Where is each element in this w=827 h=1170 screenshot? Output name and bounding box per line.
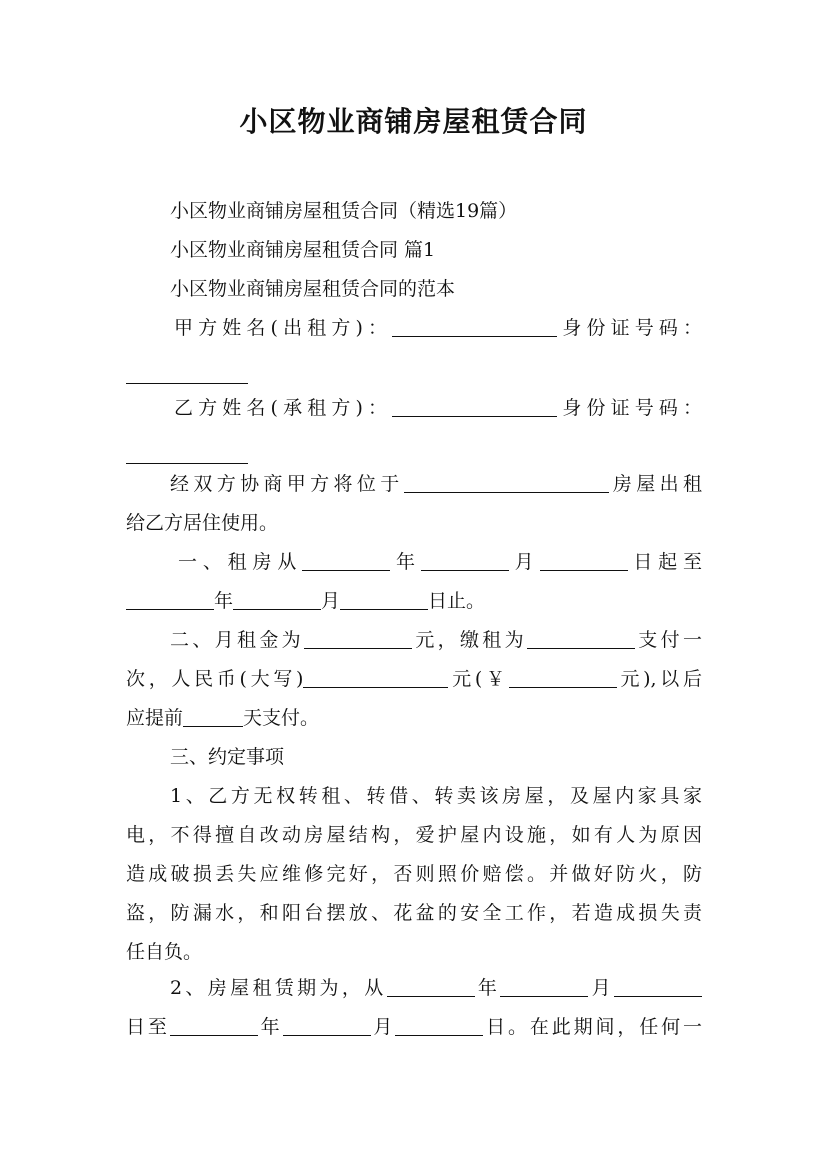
- item-2-end-year: 年: [257, 1016, 283, 1038]
- clause-1-day-from: 日起至: [627, 551, 702, 573]
- clause-1-end-month-blank: [233, 589, 321, 610]
- clause-2-rmb-words-blank: [303, 667, 448, 688]
- clause-3-title: 三、约定事项: [170, 746, 285, 768]
- party-b-id-label: 身份证号码：: [557, 397, 702, 419]
- item-2-month: 月: [588, 977, 614, 999]
- clause-1-end-year: 年: [214, 590, 234, 612]
- subtitle-line: 小区物业商铺房屋租赁合同（精选19篇）: [170, 200, 518, 222]
- clause-2-pay: 支付一: [634, 629, 702, 651]
- document-title: 小区物业商铺房屋租赁合同: [239, 105, 588, 138]
- clause-1-end-year-blank: [126, 589, 214, 610]
- item-1-line-2: 电，不得擅自改动房屋结构，爱护屋内设施，如有人为原因: [126, 824, 702, 846]
- clause-2-days: 天支付。: [243, 707, 320, 729]
- item-2-end-month-blank: [283, 1015, 371, 1036]
- clause-1-line-2: [126, 581, 702, 621]
- item-2-year: 年: [474, 977, 501, 999]
- item-1-line-3: 造成破损丢失应维修完好，否则照价赔偿。并做好防火，防: [126, 863, 702, 885]
- party-a-name-blank: [392, 316, 557, 337]
- party-a-id-label: 身份证号码：: [557, 317, 702, 339]
- clause-2-line-3: [126, 698, 702, 738]
- item-1-line-1: 1、乙方无权转租、转借、转卖该房屋，及屋内家具家: [170, 785, 702, 807]
- party-b-id-blank: [126, 443, 248, 464]
- party-b-label: 乙方姓名(承租方)：: [174, 397, 393, 419]
- clause-1-year: 年: [390, 551, 421, 573]
- clause-1-day-end: 日止。: [428, 590, 486, 612]
- party-b-line: [174, 388, 702, 428]
- clause-2-pay-blank: [527, 628, 635, 649]
- section-heading: 小区物业商铺房屋租赁合同 篇1: [170, 239, 436, 261]
- item-2-end-month: 月: [370, 1016, 396, 1038]
- clause-1-end-day-blank: [340, 589, 428, 610]
- party-b-name-blank: [392, 396, 557, 417]
- clause-1-label: 一、租房从: [178, 551, 303, 573]
- intro-line-1: [170, 464, 702, 504]
- clause-1-month: 月: [508, 551, 540, 573]
- clause-1-month-blank: [421, 550, 509, 571]
- clause-2-label: 二、月租金为: [170, 629, 304, 651]
- intro-line-2: 给乙方居住使用。: [126, 512, 279, 534]
- clause-1-end-month: 月: [321, 590, 341, 612]
- item-2-line-1: [170, 968, 702, 1008]
- party-a-line: [174, 308, 702, 348]
- clause-2-yuan2: 元(￥: [448, 668, 509, 690]
- item-2-year-blank: [387, 976, 475, 997]
- item-2-end-year-blank: [170, 1015, 258, 1036]
- clause-2-days-blank: [183, 706, 243, 727]
- clause-2-rent-blank: [304, 628, 412, 649]
- intro-address-blank: [404, 472, 609, 493]
- item-2-label: 2、房屋租赁期为，从: [170, 977, 387, 999]
- item-2-to: 日至: [126, 1016, 170, 1038]
- clause-2-yuan: 元，缴租为: [411, 629, 527, 651]
- clause-1-year-blank: [302, 550, 390, 571]
- item-2-day-blank: [614, 976, 702, 997]
- intro-after: 房屋出租: [608, 473, 702, 495]
- party-a-label: 甲方姓名(出租方)：: [174, 317, 393, 339]
- clause-2-advance: 应提前: [126, 707, 184, 729]
- party-a-id-blank: [126, 363, 248, 384]
- item-2-line-2: [126, 1007, 702, 1047]
- item-1-line-5: 任自负。: [126, 941, 203, 963]
- party-b-id-line: [126, 428, 702, 468]
- clause-2-rmb-amount-blank: [509, 667, 617, 688]
- item-2-end-day-blank: [395, 1015, 483, 1036]
- intro-before: 经双方协商甲方将位于: [170, 473, 404, 495]
- item-1-line-4: 盗，防漏水，和阳台摆放、花盆的安全工作，若造成损失责: [126, 902, 702, 924]
- clause-2-rmb-label: 次，人民币(大写): [126, 668, 304, 690]
- party-a-id-line: [126, 348, 702, 388]
- clause-2-line-2: [126, 659, 702, 699]
- clause-2-line-1: [170, 620, 702, 660]
- item-2-rest: 日。在此期间，任何一: [483, 1016, 702, 1038]
- item-2-month-blank: [500, 976, 588, 997]
- clause-1-day-blank: [540, 550, 628, 571]
- template-title: 小区物业商铺房屋租赁合同的范本: [170, 278, 456, 300]
- clause-1-line-1: [178, 542, 702, 582]
- clause-2-after: 元),以后: [616, 668, 703, 690]
